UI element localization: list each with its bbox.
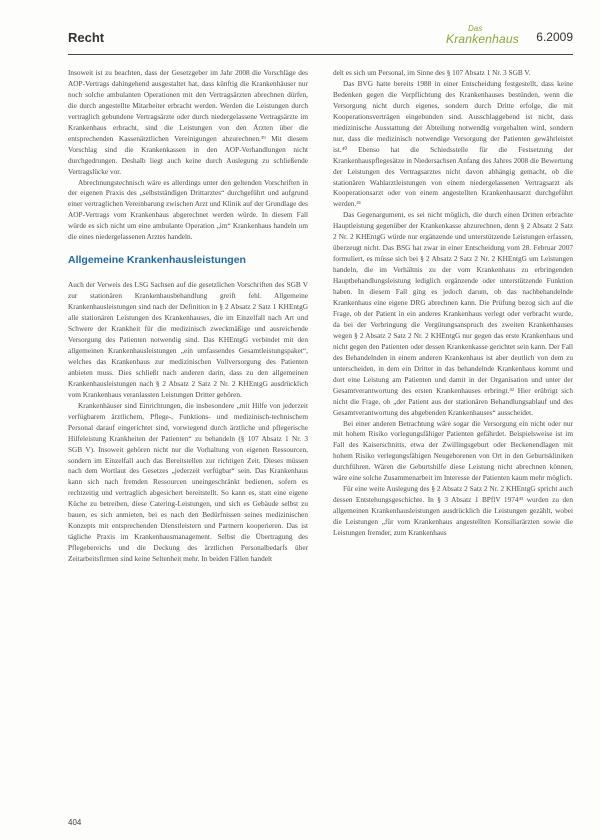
left-column <box>68 68 308 565</box>
paragraph: Das Gegenargument, es sei nicht möglich, die durch einen Dritten erbrachte Hauptleistung gegenüber der Krankenkasse abzurechnen, denn § 2 Absatz 2 Satz 2 Nr. 2 KHEntgG würde nur ergänzende und unterstützende Leistungen erfassen, überzeugt nicht. Das BSG hat zwar in einer Entscheidung vom 28. Februar 2007 formuliert, es müsse sich bei § 2 Absatz 2 Satz 2 Nr. 2 KHEntgG um Leistungen handeln, die im Verhältnis zu der vom Krankenhaus zu erbringenden Hauptbehandlungsleistung lediglich ergänzende oder unterstützende Funktion haben. In diesem Fall ging es jedoch darum, ob das nachbehandelnde Krankenhaus eine eigene DRG abrechnen kann. Die Prüfung bezog sich auf die Frage, ob der Patient in ein anderes Krankenhaus verlegt oder verbracht wurde, da bei der Verbringung die Vergütungsanspruch des zweiten Krankenhauses wegen § 2 Absatz 2 Satz 2 Nr. 2 KHEntgG nur gegen das erste Krankenhaus und nicht gegen den Patienten oder dessen Krankenkasse gerichtet sein kann. Der Fall des Behandelnden in einem anderen Krankenhaus ist aber deutlich von dem zu unterscheiden, in dem ein Dritter in das behandelnde Krankenhaus kommt und dort eine Leistung am Patienten und damit in der Organisation und unter der Gesamtverantwortung des ersten Krankenhauses erbringt.⁴² Hier erübrigt sich nicht die Frage, ob „der Patient aus der stationären Behandlungsablauf und des Gesamtverantwortung des abgebenden Krankenhauses“ ausscheidet. <box>333 210 573 417</box>
logo-main-text: Krankenhaus <box>446 32 519 46</box>
paragraph: delt es sich um Personal, im Sinne des § 107 Absatz 1 Nr. 3 SGB V. <box>333 68 531 77</box>
paragraph: Bei einer anderen Betrachtung wäre sogar die Versorgung ein nicht oder nur mit hohem Risiko vorlegungsfähiger Patienten gefährdet. Beispielsweise ist im Fall des Kaiserschnitts, etwa der Zwillingsgeburt oder Beckenendlagen mit hohem Risiko verlegungsfähigen Neugeborenen von Ort in den Geburtskliniken durchführen. Wären die Geburtshilfe diese Leistung nicht abrechnen können, wäre eine solche Zusammenarbeit im Interesse der Patienten kaum mehr möglich. <box>333 418 573 483</box>
page-number: 404 <box>68 818 82 827</box>
section-heading: Allgemeine Krankenhausleistungen <box>68 254 246 267</box>
logo-top-text: Das <box>468 24 483 33</box>
paragraph: Das BVG hatte bereits 1988 in einer Entscheidung festgestellt, dass keine Bedenken gegen die Verpflichtung des Krankenhauses bestünden, wenn die Versorgung nicht durch eigenes, sondern durch Dritte erfolge, die mit Kooperationsverträgen eingebunden sind. Ausschlaggebend ist nicht, dass medizinische Ausstattung der Abteilung notwendig vorgehalten wird, sondern nur, dass die medizinisch notwendige Versorgung der Patienten gewährleistet ist.⁴⁰ Ebenso hat die Schiedsstelle für die Festsetzung der Krankenhauspflegesätze in Niedersachsen Anfang des Jahres 2008 die Bewertung der Leistungen des Vertragsarztes nicht davon abhängig gemacht, ob die stationären Wahlarztleistungen von einem niedergelassenen Vertragsarzt als Kooperationsarzt oder von einem angestellten Krankenhausarzt durchgeführt werden.⁴¹ <box>333 78 573 209</box>
journal-logo <box>446 24 519 50</box>
header-divider <box>68 54 573 55</box>
page-header <box>68 24 573 50</box>
paragraph: Auch der Verweis des LSG Sachsen auf die gesetzlichen Vorschriften des SGB V zur stationären Krankenhausbehandlung greift fehl. Allgemeine Krankenhausleistungen sind nach der Definition in § 2 Absatz 2 Satz 1 KHEntgG alle stationären Leistungen des Krankenhauses, die im Einzelfall nach Art und Schwere der Krankheit für die medizinisch zweckmäßige und ausreichende Versorgung des Patienten notwendig sind. Das KHEntgG verbindet mit den allgemeinen Krankenhausleistungen „ein umfassendes Gesamtleistungspaket“, welches das Krankenhaus zur medizinischen Vollversorgung des Patienten anbieten muss. Dies schließt nach anderen darin, dass zu den allgemeinen Krankenhausleistungen nach § 2 Absatz 2 Satz 2 Nr. 2 KHEntgG ausdrücklich vom Krankenhaus veranlassten Leistungen Dritter gehören. <box>68 280 308 399</box>
paragraph: Abrechnungstechnisch wäre es allerdings unter den geltenden Vorschriften in der eigenen Praxis des „selbstständigen Drittarztes“ durchgeführt und aufgrund einer vertraglichen Vereinbarung zwischen Arzt und Klinik auf der Grundlage des AOP-Vertrags vom Krankenhaus abgerechnet werden würde. In diesem Fall würde es sich nicht um eine ambulante Operation „im“ Krankenhaus handeln um die eines niedergelassenen Arztes handeln. <box>68 177 308 242</box>
issue-number: 6.2009 <box>536 30 573 44</box>
paragraph: Krankenhäuser sind Einrichtungen, die insbesondere „mit Hilfe von jederzeit verfügbarem ärztlichem, Pflege-, Funktions- und medizinisch-technischem Personal darauf eingerichtet sind, vorwiegend durch ärztliche und pflegerische Hilfeleistung Krankheiten der Patienten“ zu behandeln (§ 107 Absatz 1 Nr. 3 SGB V). Insoweit gehören nicht nur die Vorhaltung von eigenen Ressourcen, sondern im Einzelfall auch das Bereitstellen zur richtigen Zeit. Dieses müssen nach dem Wortlaut des Gesetzes „jederzeit verfügbar“ sein. Das Krankenhaus kann sich nach fremden Ressourcen uneingeschränkt bedienen, sofern es rechtzeitig und vertraglich abgesichert bereitstellt. So kann es, statt eine eigene Küche zu betreiben, diese Catering-Leistungen, und sich es Gebäude selbst zu bauen, es sich anmieten, bei es nach den Bedürfnissen seines medizinischen Konzepts mit entsprechenden Dienstleistern und Partnern kooperieren. Das ist tägliche Praxis im Krankenhausmanagement. Selbst die Übertragung des Pflegebereichs und die Deckung des ärztlichen Personalbedarfs über Zeitarbeitsfirmen sind keine Seltenheit mehr. In beiden Fällen handelt <box>68 400 308 564</box>
right-column <box>333 68 573 539</box>
paragraph: Insoweit ist zu beachten, dass der Gesetzgeber im Jahr 2008 die Vorschläge des AOP-Vertrags dahingehend ausgestaltet hat, dass künftig die Krankenhäuser nur noch solche ambulanten Operationen mit den Vertragsärzten abrechnen dürfen, die durch angestellte Mitarbeiter erbracht werden. Werden die Leistungen durch vertraglich gebundene Vertragsärzte oder durch niedergelassene Vertragsärzte im Krankenhaus erbracht, sind die Leistungen von den Ärzten über die entsprechenden Kassenärztlichen Vereinigungen abzurechnen.³⁹ Mit diesem Vorschlag sind die Krankenkassen in den AOP-Verhandlungen nicht durchgedrungen. Deshalb liegt auch keine durch Auslegung zu schließende Vertragslücke vor. <box>68 68 308 176</box>
section-title: Recht <box>68 30 105 45</box>
paragraph: Für eine weite Auslegung des § 2 Absatz 2 Satz 2 Nr. 2 KHEntgG spricht auch dessen Entstehungsgeschichte. In § 3 Absatz 1 BPflV 1974⁴³ wurden zu den allgemeinen Krankenhausleistungen ausdrücklich die Leistungen gezählt, wobei die Leistungen „für vom Krankenhaus angestellten Konsiliarärzten sowie die Leistungen fremder, zum Krankenhaus <box>333 484 573 538</box>
